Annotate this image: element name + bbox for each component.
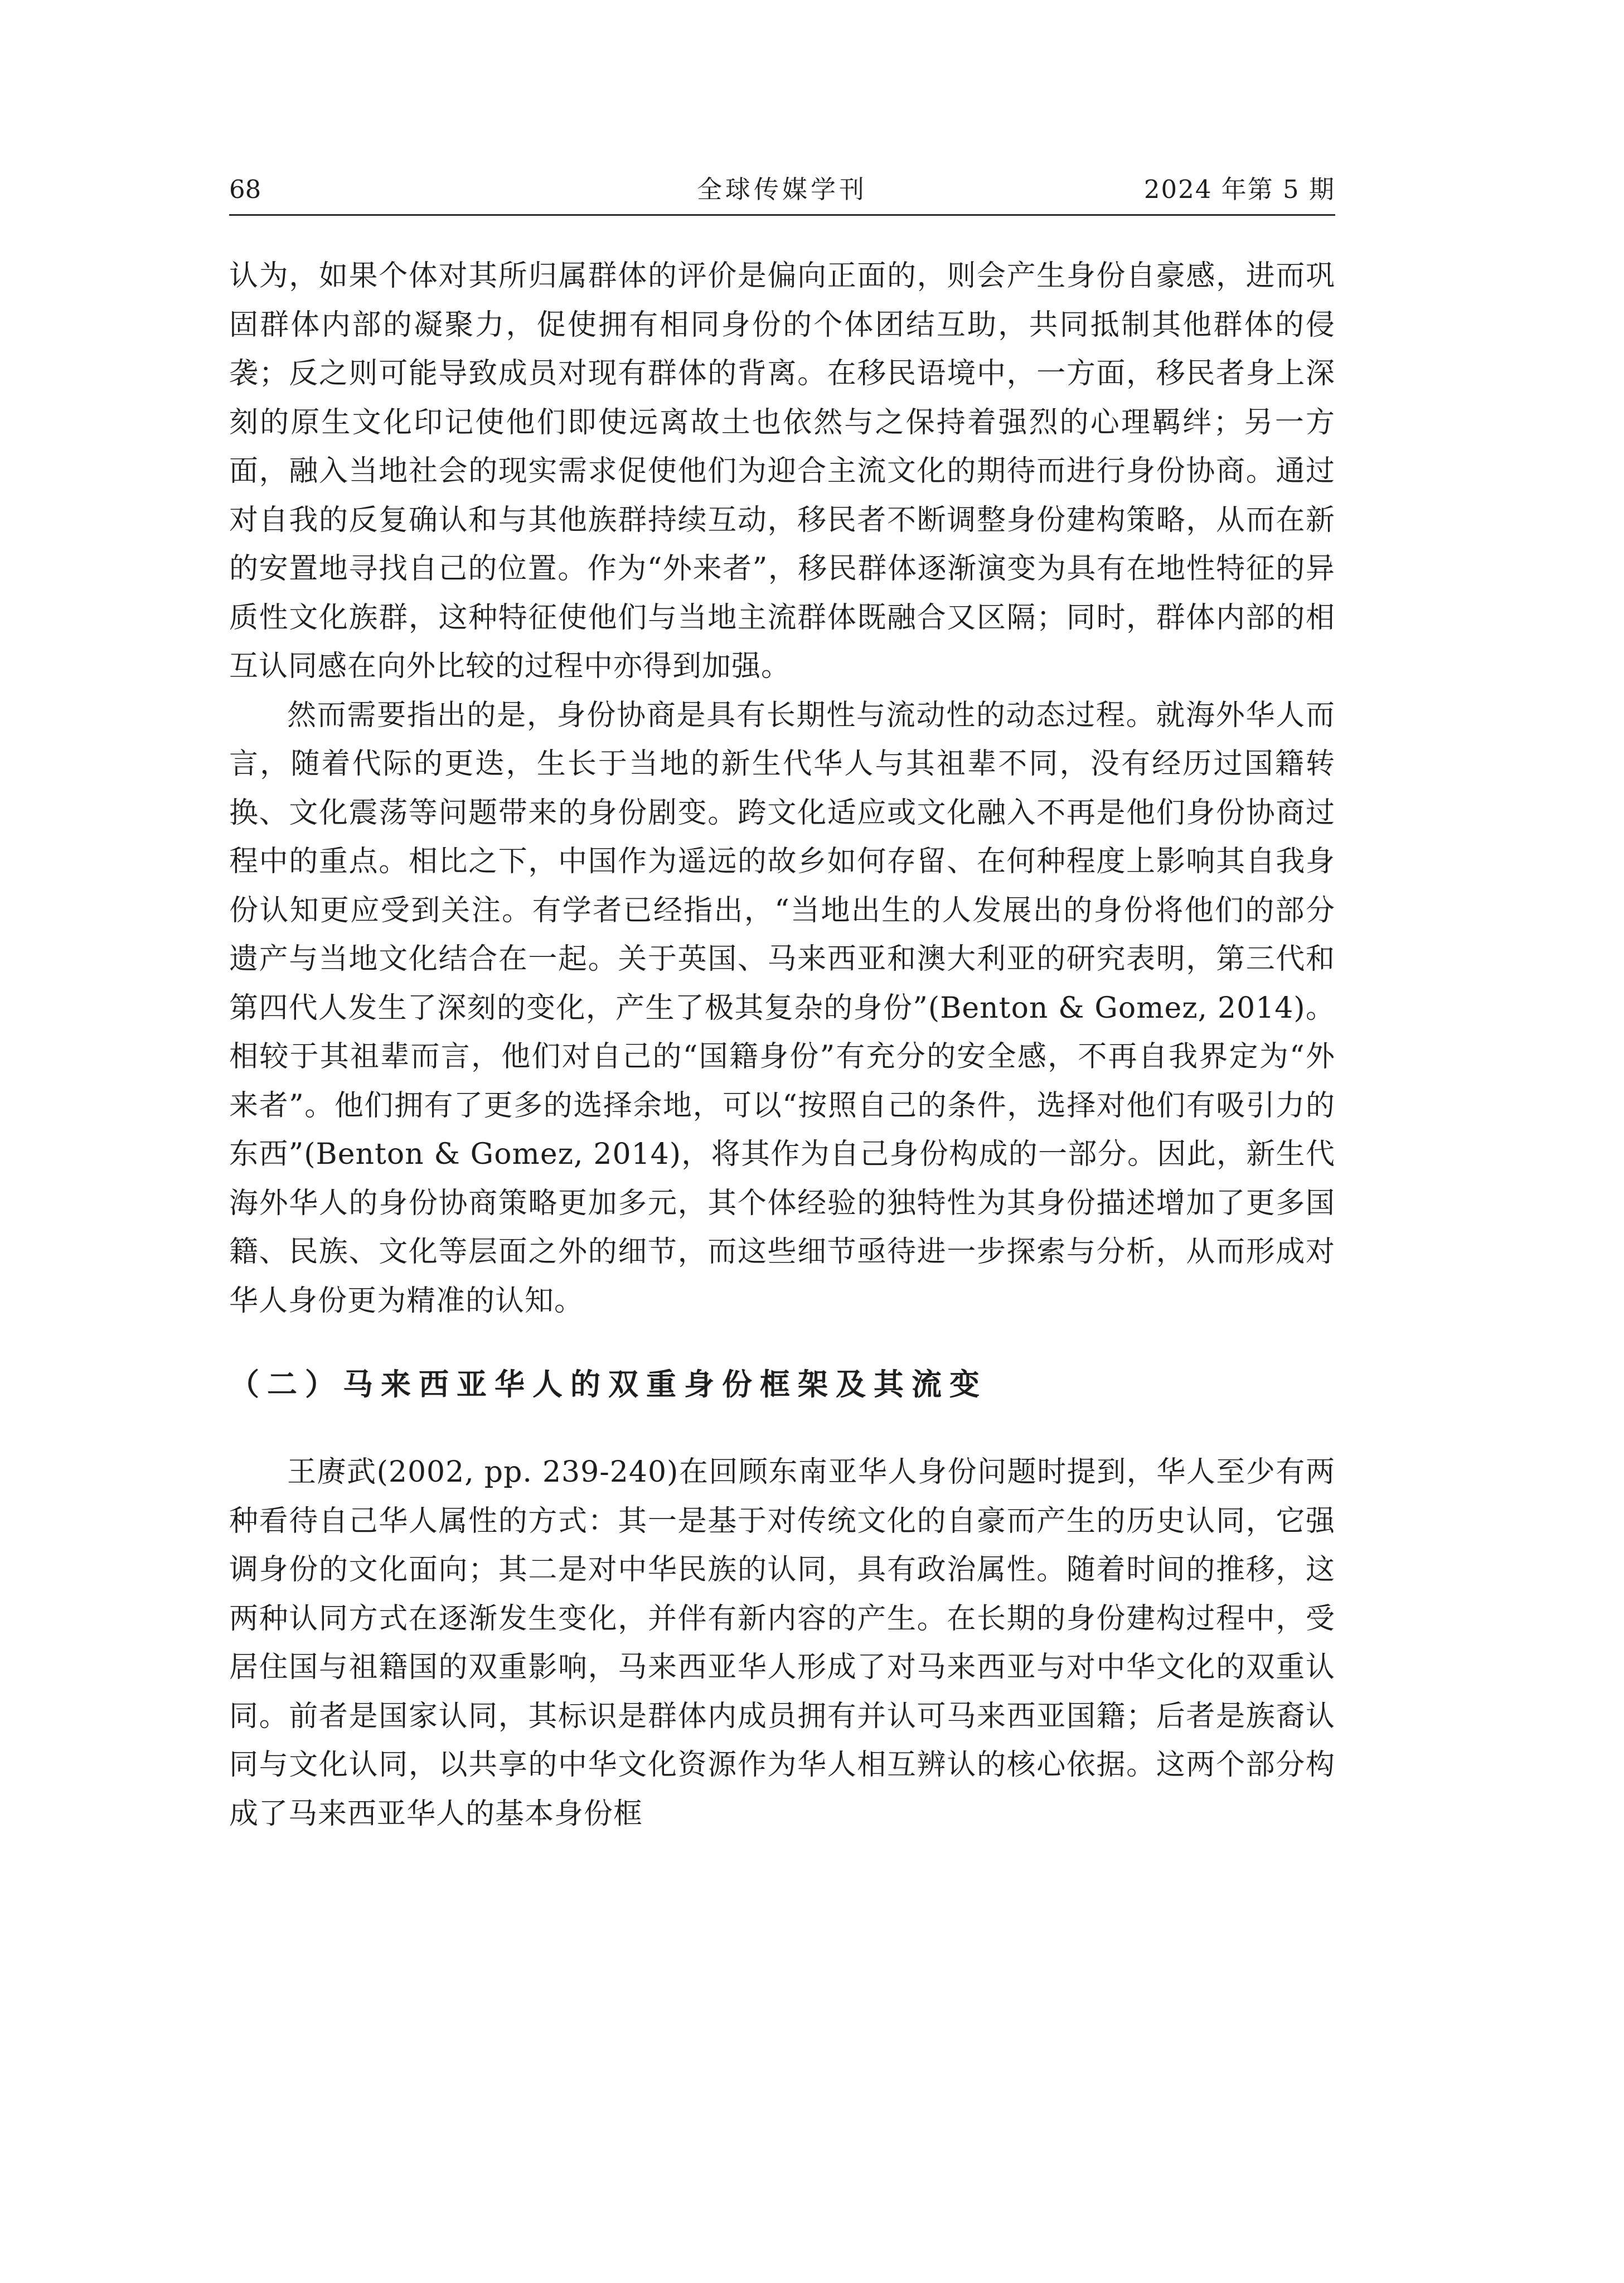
journal-title: 全球传媒学刊	[696, 175, 867, 204]
page-number: 68	[229, 175, 261, 204]
section-paragraph: 王赓武(2002, pp. 239-240)在回顾东南亚华人身份问题时提到，华人至少有两种看待自己华人属性的方式：其一是基于对传统文化的自豪而产生的历史认同，它强调身份的文化面向；其二是对中华民族的认同，具有政治属性。随着时间的推移，这两种认同方式在逐渐发生变化，并伴有新内容的产生。在长期的身份建构过程中，受居住国与祖籍国的双重影响，马来西亚华人形成了对马来西亚与对中华文化的双重认同。前者是国家认同，其标识是群体内成员拥有并认可马来西亚国籍；后者是族裔认同与文化认同，以共享的中华文化资源作为华人相互辨认的核心依据。这两个部分构成了马来西亚华人的基本身份框	[229, 1455, 1335, 1831]
body-paragraph: 然而需要指出的是，身份协商是具有长期性与流动性的动态过程。就海外华人而言，随着代际的更迭，生长于当地的新生代华人与其祖辈不同，没有经历过国籍转换、文化震荡等问题带来的身份剧变。跨文化适应或文化融入不再是他们身份协商过程中的重点。相比之下，中国作为遥远的故乡如何存留、在何种程度上影响其自我身份认知更应受到关注。有学者已经指出，“当地出生的人发展出的身份将他们的部分遗产与当地文化结合在一起。关于英国、马来西亚和澳大利亚的研究表明，第三代和第四代人发生了深刻的变化，产生了极其复杂的身份”(Benton & Gomez, 2014)。相较于其祖辈而言，他们对自己的“国籍身份”有充分的安全感，不再自我界定为“外来者”。他们拥有了更多的选择余地，可以“按照自己的条件，选择对他们有吸引力的东西”(Benton & Gomez, 2014)，将其作为自己身份构成的一部分。因此，新生代海外华人的身份协商策略更加多元，其个体经验的独特性为其身份描述增加了更多国籍、民族、文化等层面之外的细节，而这些细节亟待进一步探索与分析，从而形成对华人身份更为精准的认知。	[229, 698, 1335, 1318]
issue-label: 2024 年第 5 期	[1143, 175, 1335, 204]
article-body	[229, 252, 1335, 1839]
header-rule	[229, 214, 1335, 216]
body-paragraph-continued: 认为，如果个体对其所归属群体的评价是偏向正面的，则会产生身份自豪感，进而巩固群体内部的凝聚力，促使拥有相同身份的个体团结互助，共同抵制其他群体的侵袭；反之则可能导致成员对现有群体的背离。在移民语境中，一方面，移民者身上深刻的原生文化印记使他们即使远离故土也依然与之保持着强烈的心理羁绊；另一方面，融入当地社会的现实需求促使他们为迎合主流文化的期待而进行身份协商。通过对自我的反复确认和与其他族群持续互动，移民者不断调整身份建构策略，从而在新的安置地寻找自己的位置。作为“外来者”，移民群体逐渐演变为具有在地性特征的异质性文化族群，这种特征使他们与当地主流群体既融合又区隔；同时，群体内部的相互认同感在向外比较的过程中亦得到加强。	[229, 259, 1335, 683]
page-header	[229, 167, 1335, 212]
section-heading: （二）马来西亚华人的双重身份框架及其流变	[229, 1366, 987, 1402]
